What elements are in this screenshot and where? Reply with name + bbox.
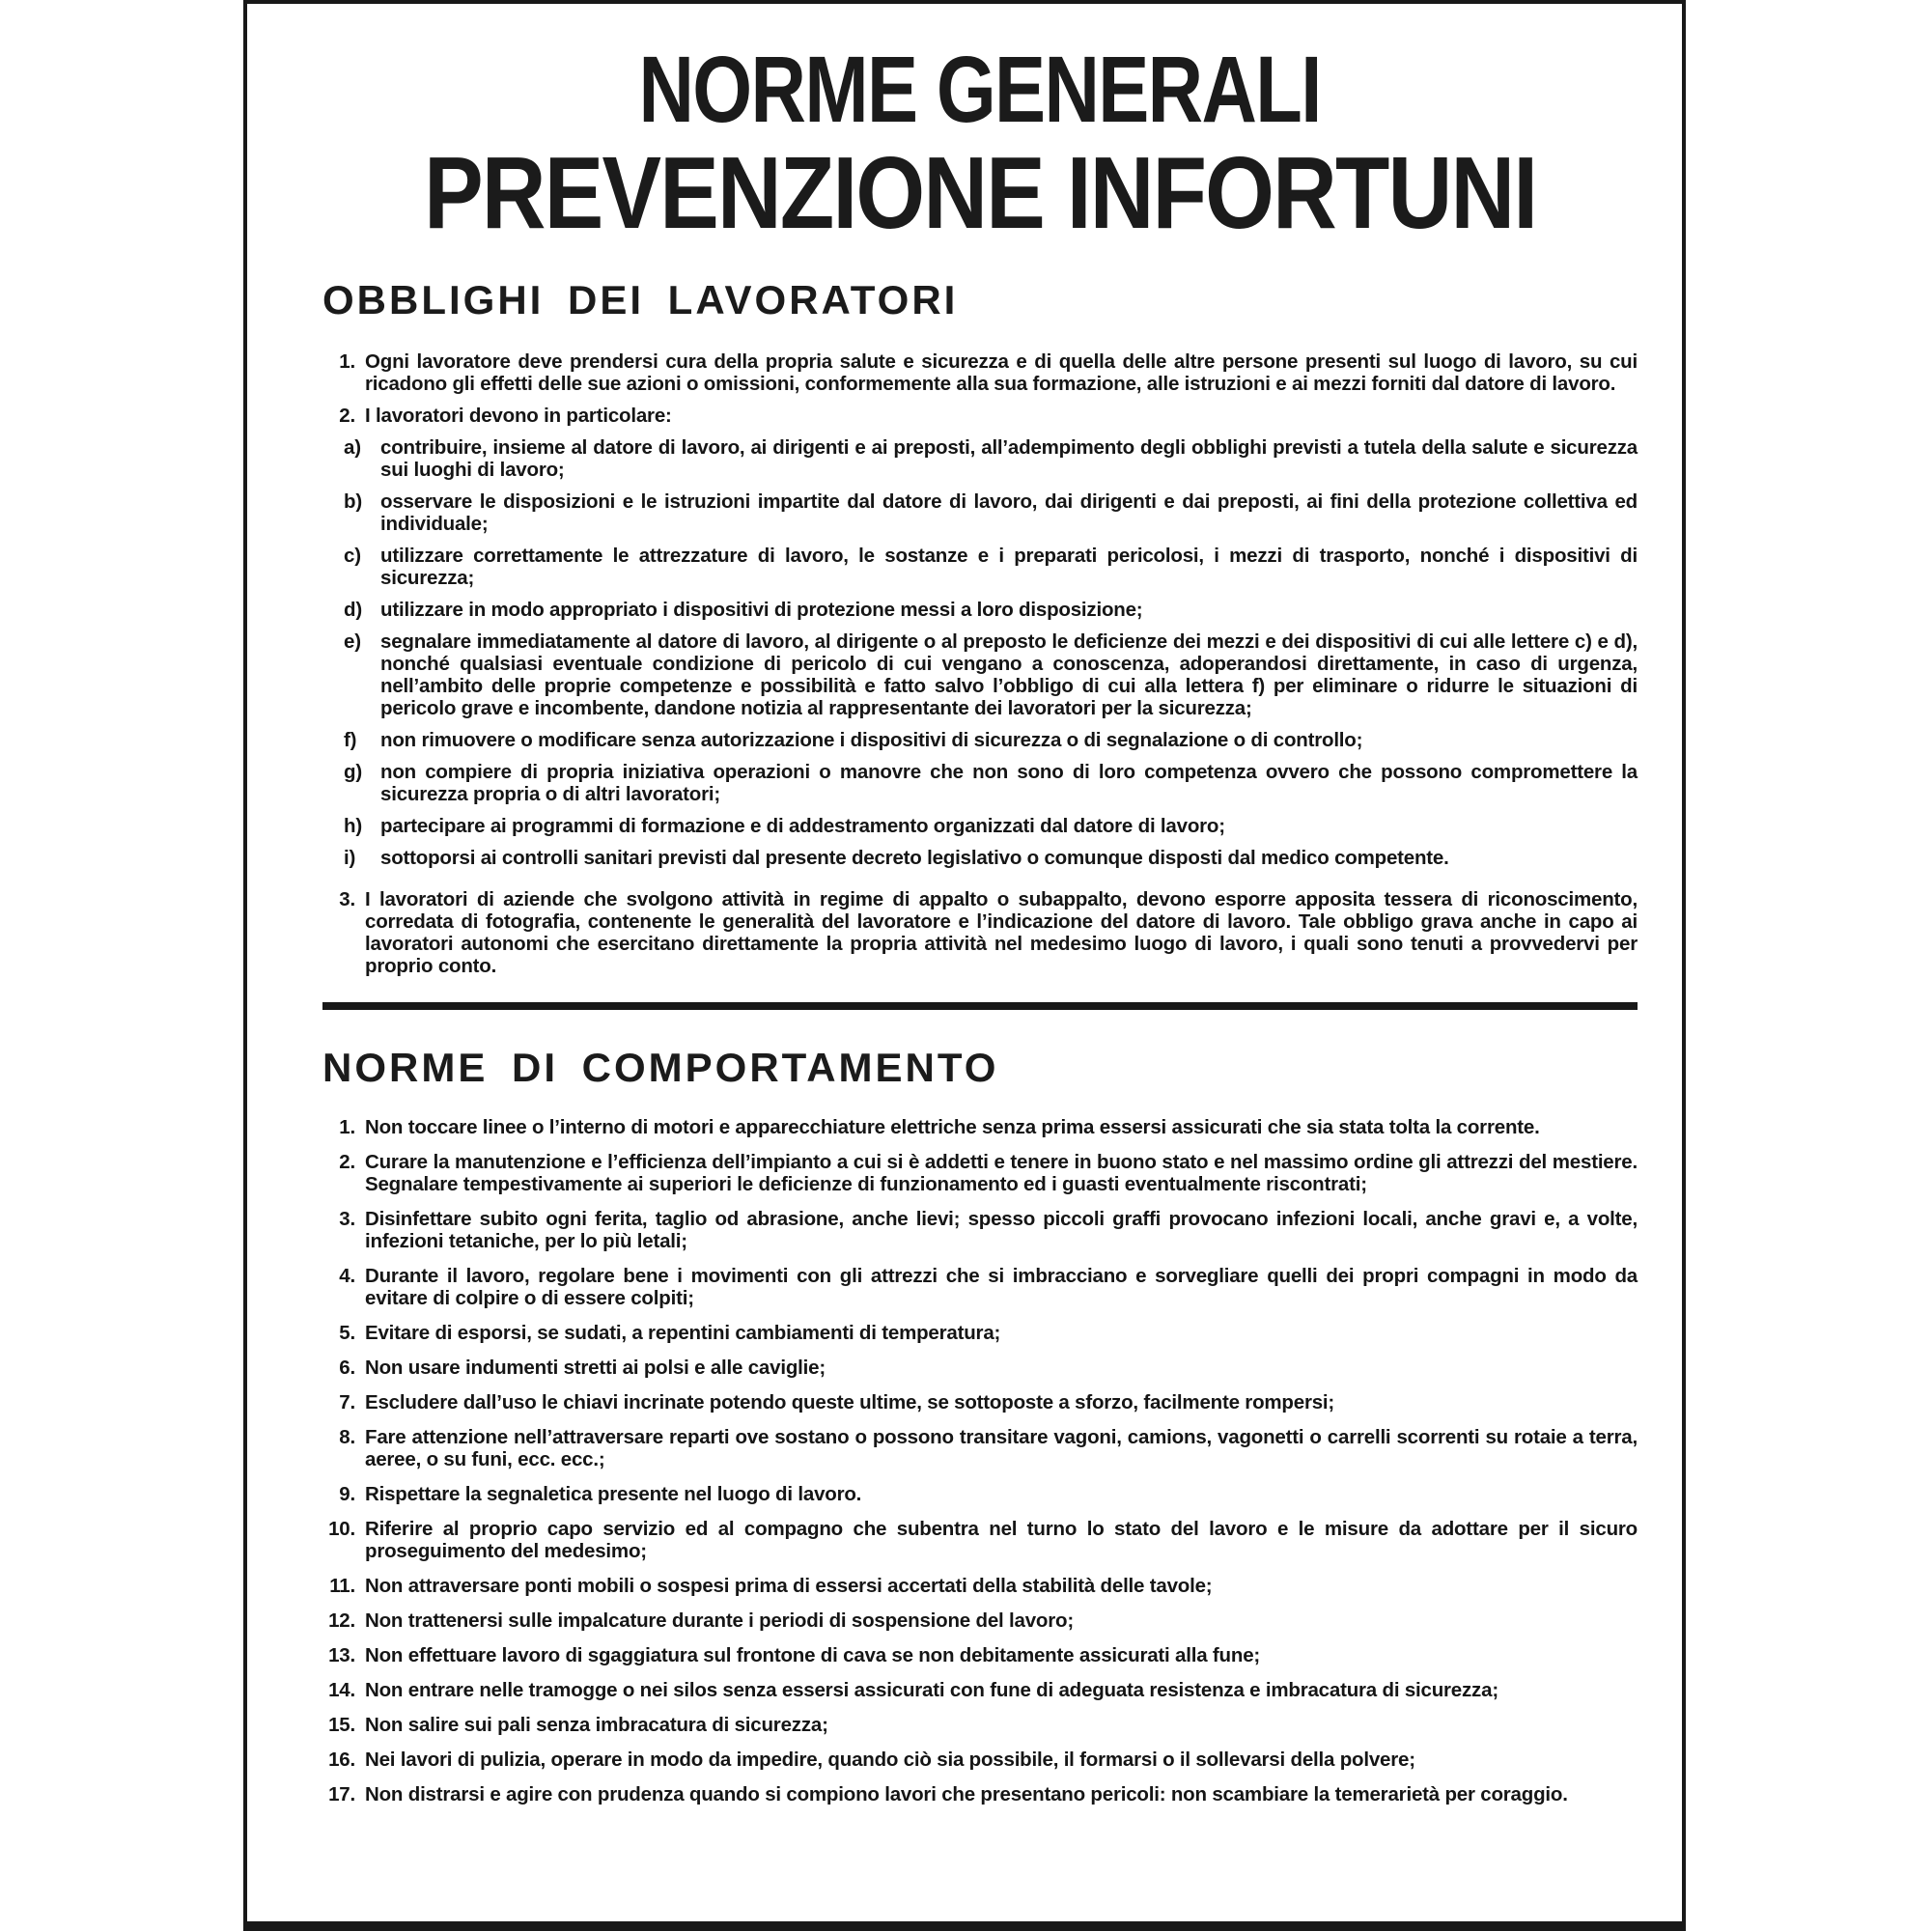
item-number: 10. [328,1518,355,1540]
item-number: 11. [329,1575,355,1597]
item-text: Non salire sui pali senza imbracatura di sicurezza; [365,1714,828,1736]
item-text: Ogni lavoratore deve prendersi cura della propria salute e sicurezza e di quella delle altre persone presenti sul luogo di lavoro, su cui ricadono gli effetti delle sue azioni o omissioni, conformemente alla sua formazione, alle istruzioni e ai mezzi forniti dal datore di lavoro. [365,350,1638,395]
item-number: 5. [339,1322,355,1344]
sub-item-letter: e) [344,630,361,653]
item-number: 15. [328,1714,355,1736]
list-item [322,1116,1638,1138]
sub-item-letter: h) [344,815,362,837]
list-item [322,1749,1638,1771]
sub-item [344,630,1638,719]
sub-item-text: osservare le disposizioni e le istruzioni impartite dal datore di lavoro, dai dirigenti e dai preposti, ai fini della protezione collettiva ed individuale; [380,490,1638,535]
sub-item [344,729,1638,751]
title-line-2: PREVENZIONE INFORTUNI [423,136,1537,250]
item-text: Evitare di esporsi, se sudati, a repentini cambiamenti di temperatura; [365,1322,1001,1344]
item-text: Riferire al proprio capo servizio ed al compagno che subentra nel turno lo stato del lavoro e le misure da adottare per il sicuro proseguimento del medesimo; [365,1518,1638,1562]
item-number: 8. [339,1426,355,1448]
item-text: Durante il lavoro, regolare bene i movimenti con gli attrezzi che si imbracciano e sorvegliare quelli dei propri compagni in modo da evitare di colpire o di essere colpiti; [365,1265,1638,1309]
sub-item-text: partecipare ai programmi di formazione e di addestramento organizzati dal datore di lavoro; [380,815,1225,837]
list-item [322,1783,1638,1805]
sub-item-letter: c) [344,545,361,567]
section-heading-2: NORME DI COMPORTAMENTO [322,1045,999,1090]
sub-item-text: contribuire, insieme al datore di lavoro, ai dirigenti e ai preposti, all’adempimento degli obblighi previsti a tutela della salute e sicurezza sui luoghi di lavoro; [380,436,1638,481]
list-item [322,1151,1638,1195]
sub-item [344,815,1638,837]
item-number: 2. [339,405,355,427]
item-text: Non entrare nelle tramogge o nei silos senza essersi assicurati con fune di adeguata resistenza e imbracatura di sicurezza; [365,1679,1498,1701]
item-text: Non attraversare ponti mobili o sospesi prima di essersi accertati della stabilità delle tavole; [365,1575,1213,1597]
list-item [322,888,1638,977]
safety-sign-frame [243,0,1686,1931]
sub-item [344,847,1638,869]
sub-item-text: utilizzare correttamente le attrezzature di lavoro, le sostanze e i preparati pericolosi, i mezzi di trasporto, nonché i dispositivi di sicurezza; [380,545,1638,589]
list-item [322,1265,1638,1309]
item-list-1 [322,350,1638,977]
sign-content [247,4,1682,1921]
item-text: Escludere dall’uso le chiavi incrinate potendo queste ultime, se sottoposte a sforzo, facilmente rompersi; [365,1391,1335,1413]
sub-item-letter: f) [344,729,357,751]
item-text: Disinfettare subito ogni ferita, taglio od abrasione, anche lievi; spesso piccoli graffi provocano infezioni locali, anche gravi e, a volte, infezioni tetaniche, per lo più letali; [365,1208,1638,1252]
sub-item [344,545,1638,589]
item-text: Non usare indumenti stretti ai polsi e alle caviglie; [365,1357,826,1379]
sub-item [344,490,1638,535]
sub-item-letter: d) [344,599,362,621]
item-text: I lavoratori di aziende che svolgono attività in regime di appalto o subappalto, devono esporre apposita tessera di riconoscimento, corredata di fotografia, contenente le generalità del lavoratore e l’indicazione del datore di lavoro. Tale obbligo grava anche in capo ai lavoratori autonomi che esercitano direttamente la propria attività nel medesimo luogo di lavoro, i quali sono tenuti a provvedervi per proprio conto. [365,888,1638,977]
list-item [322,1483,1638,1505]
list-item [322,350,1638,395]
item-list-2 [322,1116,1638,1805]
list-item [322,1426,1638,1470]
sub-item-text: non compiere di propria iniziativa operazioni o manovre che non sono di loro competenza ovvero che possono compromettere la sicurezza propria o di altri lavoratori; [380,761,1638,805]
item-number: 7. [339,1391,355,1413]
item-number: 13. [328,1644,355,1666]
item-number: 3. [339,888,355,910]
sub-item-list [344,427,1638,869]
item-text: Rispettare la segnaletica presente nel luogo di lavoro. [365,1483,862,1505]
list-item [322,1208,1638,1252]
item-text: I lavoratori devono in particolare: [365,405,672,427]
item-number: 1. [339,1116,355,1138]
sub-item-letter: a) [344,436,361,459]
item-number: 1. [339,350,355,373]
sub-item-text: sottoporsi ai controlli sanitari previsti dal presente decreto legislativo o comunque disposti dal medico competente. [380,847,1449,869]
sub-item [344,599,1638,621]
item-number: 14. [328,1679,355,1701]
list-item [322,405,1638,869]
item-number: 2. [339,1151,355,1173]
item-text: Non distrarsi e agire con prudenza quando si compiono lavori che presentano pericoli: non scambiare la temerarietà per coraggio. [365,1783,1568,1805]
sign-title [322,37,1638,250]
sub-item-letter: b) [344,490,362,513]
sub-item-text: segnalare immediatamente al datore di lavoro, al dirigente o al preposto le deficienze dei mezzi e dei dispositivi di cui alle lettere c) e d), nonché qualsiasi eventuale condizione di pericolo di cui vengano a conoscenza, adoperandosi direttamente, in caso di urgenza, nell’ambito delle proprie competenze e possibilità e fatto salvo l’obbligo di cui alla lettera f) per eliminare o ridurre le situazioni di pericolo grave e incombente, dandone notizia al rappresentante dei lavoratori per la sicurezza; [380,630,1638,719]
list-item [322,1391,1638,1413]
sections-container [322,277,1638,1805]
item-number: 3. [339,1208,355,1230]
list-item [322,1714,1638,1736]
sub-item-text: utilizzare in modo appropriato i dispositivi di protezione messi a loro disposizione; [380,599,1143,621]
title-line-1: NORME GENERALI [638,37,1322,142]
item-text: Non trattenersi sulle impalcature durante i periodi di sospensione del lavoro; [365,1609,1074,1632]
section-divider [322,1002,1638,1010]
sub-item [344,436,1638,481]
section-heading-1: OBBLIGHI DEI LAVORATORI [322,277,959,322]
item-text: Curare la manutenzione e l’efficienza dell’impianto a cui si è addetti e tenere in buono stato e nel massimo ordine gli attrezzi del mestiere. Segnalare tempestivamente ai superiori le deficienze di funzionamento ed i guasti eventualmente riscontrati; [365,1151,1638,1195]
item-number: 17. [328,1783,355,1805]
sub-item-text: non rimuovere o modificare senza autorizzazione i dispositivi di sicurezza o di segnalazione o di controllo; [380,729,1363,751]
item-text: Fare attenzione nell’attraversare reparti ove sostano o possono transitare vagoni, camions, vagonetti o carrelli scorrenti su rotaie a terra, aeree, o su funi, ecc. ecc.; [365,1426,1638,1470]
list-item [322,1679,1638,1701]
item-number: 9. [339,1483,355,1505]
item-text: Non toccare linee o l’interno di motori e apparecchiature elettriche senza prima essersi assicurati che sia stata tolta la corrente. [365,1116,1540,1138]
sub-item [344,761,1638,805]
list-item [322,1518,1638,1562]
item-number: 6. [339,1357,355,1379]
list-item [322,1644,1638,1666]
list-item [322,1322,1638,1344]
sub-item-letter: g) [344,761,362,783]
item-number: 12. [328,1609,355,1632]
sub-item-letter: i) [344,847,356,869]
item-text: Non effettuare lavoro di sgaggiatura sul frontone di cava se non debitamente assicurati alla fune; [365,1644,1261,1666]
list-item [322,1575,1638,1597]
list-item [322,1357,1638,1379]
item-number: 4. [339,1265,355,1287]
item-text: Nei lavori di pulizia, operare in modo da impedire, quando ciò sia possibile, il formarsi o il sollevarsi della polvere; [365,1749,1415,1771]
item-number: 16. [328,1749,355,1771]
list-item [322,1609,1638,1632]
